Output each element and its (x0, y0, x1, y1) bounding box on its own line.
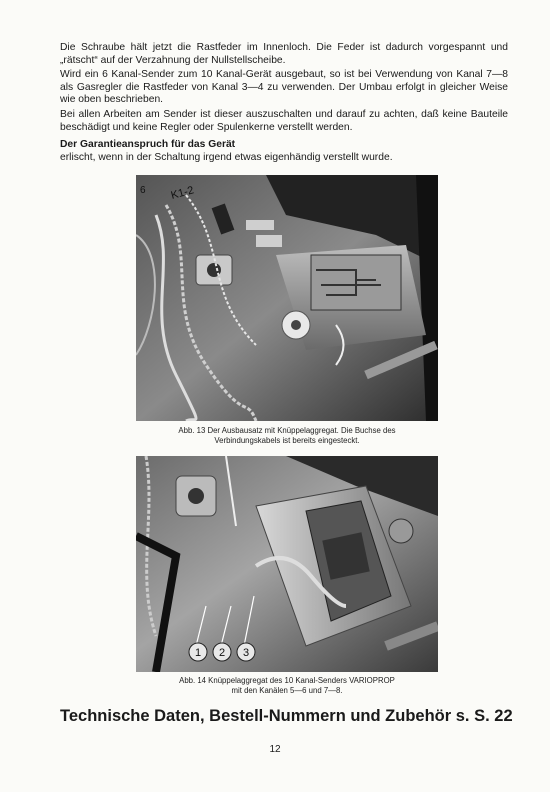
marker-2: 2 (218, 647, 226, 659)
caption-abb-14-line1: Abb. 14 Knüppelaggregat des 10 Kanal-Senders VARIOPROP (179, 676, 395, 685)
paragraph-umbau: Wird ein 6 Kanal-Sender zum 10 Kanal-Gerät ausgebaut, so ist bei Verwendung von Kanal 7—8 als Gasregler die Rastfeder von Kanal 3—4 zu verwenden. Der Umbau erfolgt in gleicher Weise wie oben beschrieben. (60, 69, 508, 106)
photo-ausbausatz-image (136, 175, 438, 421)
photo-knueppelaggregat-image (136, 456, 438, 672)
paragraph-garantie: erlischt, wenn in der Schaltung irgend etwas eigenhändig verstellt wurde. (60, 152, 393, 163)
footer-title: Technische Daten, Bestell-Nummern und Zubehör s. S. 22 (60, 707, 513, 725)
page-number: 12 (269, 744, 281, 755)
photo-knueppelaggregat (136, 456, 438, 672)
marker-3: 3 (242, 647, 250, 659)
heading-garantie: Der Garantieanspruch für das Gerät (60, 139, 236, 150)
paragraph-rastfeder: Die Schraube hält jetzt die Rastfeder im Innenloch. Die Feder ist dadurch vorgespannt und „rätscht“ auf der Verzahnung der Nullstellscheibe. (60, 42, 508, 66)
photo-label-6: 6 (140, 185, 146, 196)
paragraph-arbeiten: Bei allen Arbeiten am Sender ist dieser auszuschalten und darauf zu achten, daß keine Bauteile beschädigt und keine Regler oder Spulenkerne verstellt werden. (60, 109, 508, 133)
caption-abb-14-line2: mit den Kanälen 5—6 und 7—8. (231, 685, 343, 695)
caption-abb-13-line1: Abb. 13 Der Ausbausatz mit Knüppelaggregat. Die Buchse des (178, 426, 396, 435)
caption-abb-14 (136, 676, 438, 695)
marker-1: 1 (194, 647, 202, 659)
caption-abb-13-line2: Verbindungskabels ist bereits eingesteckt. (214, 435, 360, 445)
photo-label-k1-2: K1-2 (169, 184, 196, 202)
caption-abb-13 (136, 426, 438, 445)
photo-ausbausatz (136, 175, 438, 421)
